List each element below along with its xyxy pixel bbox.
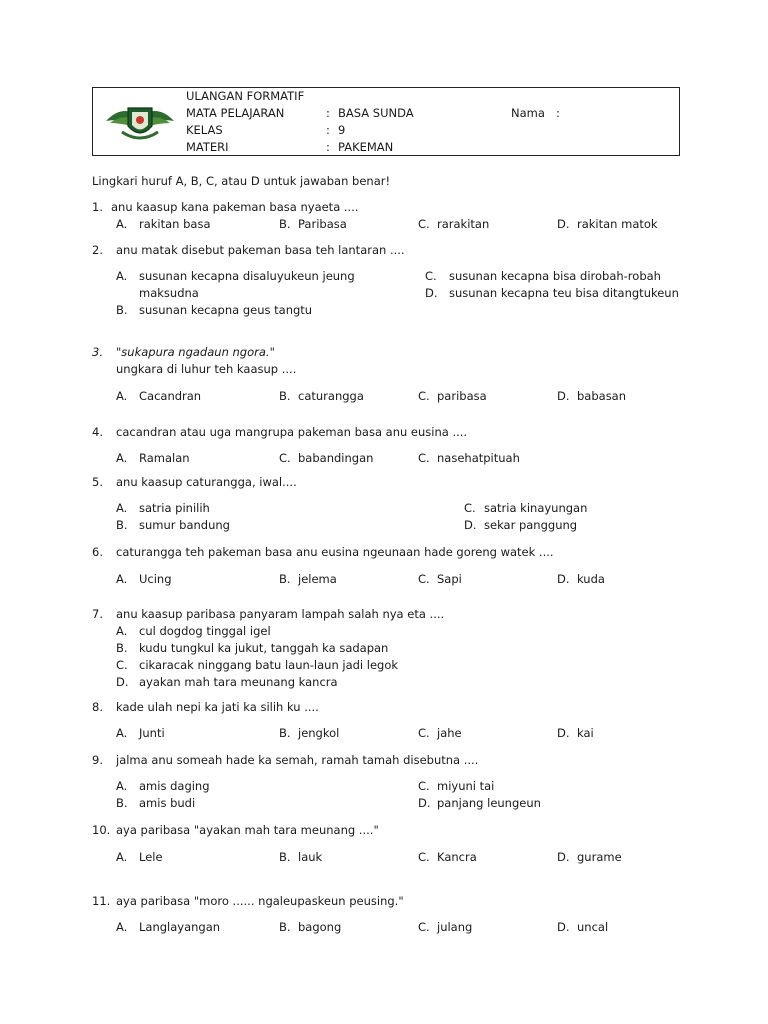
option-letter[interactable]: B. [116, 796, 128, 810]
option-letter[interactable]: A. [116, 624, 128, 638]
question-number: 5. [92, 475, 103, 489]
option-letter[interactable]: B. [279, 920, 291, 934]
question-number: 10. [92, 823, 111, 837]
option-letter[interactable]: B. [279, 726, 291, 740]
option-text: miyuni tai [437, 779, 495, 793]
option-letter[interactable]: B. [279, 850, 291, 864]
question-text: kade ulah nepi ka jati ka silih ku .... [116, 700, 319, 714]
option-letter[interactable]: B. [116, 303, 128, 317]
name-colon: : [556, 106, 560, 120]
material-value: PAKEMAN [338, 140, 394, 154]
option-letter[interactable]: C. [418, 726, 430, 740]
subject-value: BASA SUNDA [338, 106, 414, 120]
material-label: MATERI [186, 140, 229, 154]
instruction: Lingkari huruf A, B, C, atau D untuk jawaban benar! [92, 174, 391, 188]
option-letter[interactable]: B. [279, 217, 291, 231]
option-text: rarakitan [437, 217, 490, 231]
option-text: Langlayangan [139, 920, 221, 934]
option-text: Lele [139, 850, 163, 864]
option-letter[interactable]: C. [418, 217, 430, 231]
option-text: jahe [437, 726, 462, 740]
question-text: aya paribasa "moro ...... ngaleupaskeun peusing." [116, 894, 404, 908]
option-text: Paribasa [298, 217, 347, 231]
option-letter[interactable]: A. [116, 501, 128, 515]
question-number: 6. [92, 545, 103, 559]
material-colon: : [326, 140, 330, 154]
question-number: 3. [92, 345, 103, 359]
option-letter[interactable]: B. [279, 572, 291, 586]
option-text: sekar panggung [484, 518, 578, 532]
option-letter[interactable]: B. [116, 641, 128, 655]
option-letter[interactable]: A. [116, 726, 128, 740]
question-number: 11. [92, 894, 111, 908]
option-text: cul dogdog tinggal igel [139, 624, 271, 638]
question-text: aya paribasa "ayakan mah tara meunang ...." [116, 823, 379, 837]
option-letter[interactable]: D. [418, 796, 431, 810]
option-text: Ucing [139, 572, 172, 586]
option-text: Sapi [437, 572, 462, 586]
class-colon: : [326, 123, 330, 137]
option-text: susunan kecapna disaluyukeun jeung [139, 269, 355, 283]
option-letter[interactable]: A. [116, 389, 128, 403]
option-letter[interactable]: D. [425, 286, 438, 300]
option-letter[interactable]: D. [557, 726, 570, 740]
option-text: babandingan [298, 451, 374, 465]
option-letter[interactable]: C. [425, 269, 437, 283]
option-text: gurame [577, 850, 622, 864]
option-letter[interactable]: D. [557, 850, 570, 864]
option-text-continued: maksudna [139, 286, 199, 300]
option-letter[interactable]: A. [116, 920, 128, 934]
question-text: jalma anu someah hade ka semah, ramah tamah disebutna .... [116, 753, 479, 767]
option-letter[interactable]: D. [464, 518, 477, 532]
question-text: anu kaasup caturangga, iwal.... [116, 475, 297, 489]
option-letter[interactable]: C. [418, 779, 430, 793]
class-value: 9 [338, 123, 346, 137]
option-letter[interactable]: C. [279, 451, 291, 465]
option-text: panjang leungeun [437, 796, 541, 810]
option-text: babasan [577, 389, 627, 403]
question-number: 7. [92, 607, 103, 621]
option-letter[interactable]: A. [116, 779, 128, 793]
name-label: Nama [511, 106, 545, 120]
option-letter[interactable]: C. [418, 572, 430, 586]
option-letter[interactable]: D. [557, 389, 570, 403]
option-text: Ramalan [139, 451, 190, 465]
option-text: sumur bandung [139, 518, 230, 532]
option-letter[interactable]: A. [116, 451, 128, 465]
option-text: jengkol [298, 726, 340, 740]
question-text: anu kaasup kana pakeman basa nyaeta .... [111, 200, 359, 214]
subject-colon: : [326, 106, 330, 120]
class-label: KELAS [186, 123, 223, 137]
option-text: susunan kecapna geus tangtu [139, 303, 313, 317]
question-text: caturangga teh pakeman basa anu eusina ngeunaan hade goreng watek .... [116, 545, 554, 559]
option-letter[interactable]: D. [557, 217, 570, 231]
option-text: amis daging [139, 779, 210, 793]
question-text: cacandran atau uga mangrupa pakeman basa anu eusina .... [116, 425, 468, 439]
option-letter[interactable]: A. [116, 572, 128, 586]
option-letter[interactable]: D. [557, 572, 570, 586]
option-letter[interactable]: C. [418, 451, 430, 465]
option-text: bagong [298, 920, 342, 934]
option-letter[interactable]: B. [279, 389, 291, 403]
option-text: nasehatpituah [437, 451, 520, 465]
question-number: 9. [92, 753, 103, 767]
option-letter[interactable]: D. [557, 920, 570, 934]
option-letter[interactable]: C. [464, 501, 476, 515]
option-letter[interactable]: A. [116, 217, 128, 231]
question-number: 8. [92, 700, 103, 714]
option-text: susunan kecapna teu bisa ditangtukeun [449, 286, 679, 300]
option-text: paribasa [437, 389, 487, 403]
option-text: Kancra [437, 850, 477, 864]
question-text: anu kaasup paribasa panyaram lampah salah nya eta .... [116, 607, 445, 621]
option-text: lauk [298, 850, 323, 864]
option-text: uncal [577, 920, 609, 934]
option-letter[interactable]: C. [418, 389, 430, 403]
question-text: ungkara di luhur teh kaasup .... [116, 362, 297, 376]
option-text: caturangga [298, 389, 364, 403]
option-text: satria pinilih [139, 501, 210, 515]
option-text: susunan kecapna bisa dirobah-robah [449, 269, 661, 283]
option-text: kai [577, 726, 594, 740]
option-text: Cacandran [139, 389, 202, 403]
option-text: kudu tungkul ka jukut, tanggah ka sadapan [139, 641, 389, 655]
option-text: ayakan mah tara meunang kancra [139, 675, 338, 689]
school-logo-icon [104, 96, 176, 146]
option-text: Junti [139, 726, 165, 740]
option-text: cikaracak ninggang batu laun-laun jadi legok [139, 658, 399, 672]
option-letter[interactable]: C. [418, 850, 430, 864]
exam-title: ULANGAN FORMATIF [186, 89, 305, 103]
question-number: 1. [92, 200, 103, 214]
option-letter[interactable]: B. [116, 518, 128, 532]
question-number: 2. [92, 243, 103, 257]
option-text: rakitan basa [139, 217, 211, 231]
option-text: julang [437, 920, 473, 934]
option-letter[interactable]: D. [116, 675, 129, 689]
subject-label: MATA PELAJARAN [186, 106, 285, 120]
option-text: rakitan matok [577, 217, 658, 231]
option-text: jelema [298, 572, 337, 586]
question-number: 4. [92, 425, 103, 439]
option-text: satria kinayungan [484, 501, 588, 515]
option-letter[interactable]: A. [116, 269, 128, 283]
option-text: kuda [577, 572, 605, 586]
option-letter[interactable]: A. [116, 850, 128, 864]
option-letter[interactable]: C. [418, 920, 430, 934]
option-text: amis budi [139, 796, 196, 810]
question-text: anu matak disebut pakeman basa teh lantaran .... [116, 243, 405, 257]
question-quote: "sukapura ngadaun ngora." [116, 345, 275, 359]
option-letter[interactable]: C. [116, 658, 128, 672]
